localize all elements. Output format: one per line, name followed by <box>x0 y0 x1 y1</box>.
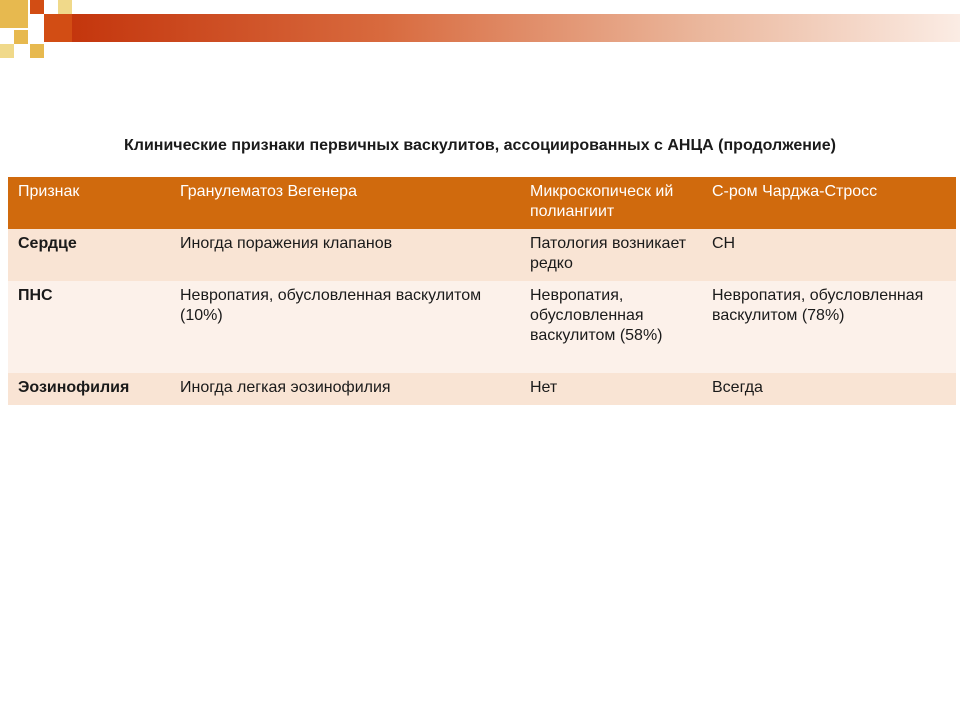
column-header: Гранулематоз Вегенера <box>170 177 520 229</box>
row-label: ПНС <box>8 281 170 373</box>
table-cell: СН <box>702 229 956 281</box>
table-row <box>8 229 956 281</box>
table-row <box>8 281 956 373</box>
row-label: Сердце <box>8 229 170 281</box>
column-header: Микроскопическ ий полиангиит <box>520 177 702 229</box>
header-gradient-band <box>72 14 960 42</box>
decor-square <box>44 14 72 42</box>
comparison-table <box>8 177 956 405</box>
decor-square <box>14 30 28 44</box>
column-header: С-ром Чарджа-Стросс <box>702 177 956 229</box>
table-cell: Иногда легкая эозинофилия <box>170 373 520 405</box>
row-label: Эозинофилия <box>8 373 170 405</box>
decor-square <box>30 44 44 58</box>
table-cell: Патология возникает редко <box>520 229 702 281</box>
table-cell: Всегда <box>702 373 956 405</box>
decor-square <box>30 0 44 14</box>
table-cell: Невропатия, обусловленная васкулитом (78%) <box>702 281 956 373</box>
column-header: Признак <box>8 177 170 229</box>
decor-square <box>0 44 14 58</box>
table-cell: Нет <box>520 373 702 405</box>
table-row <box>8 373 956 405</box>
slide-title: Клинические признаки первичных васкулитов, ассоциированных с АНЦА (продолжение) <box>124 137 836 154</box>
table-header-row <box>8 177 956 229</box>
table-cell: Невропатия, обусловленная васкулитом (58%) <box>520 281 702 373</box>
table-cell: Невропатия, обусловленная васкулитом (10%) <box>170 281 520 373</box>
decor-square <box>58 0 72 14</box>
decor-square <box>0 0 28 28</box>
table-cell: Иногда поражения клапанов <box>170 229 520 281</box>
